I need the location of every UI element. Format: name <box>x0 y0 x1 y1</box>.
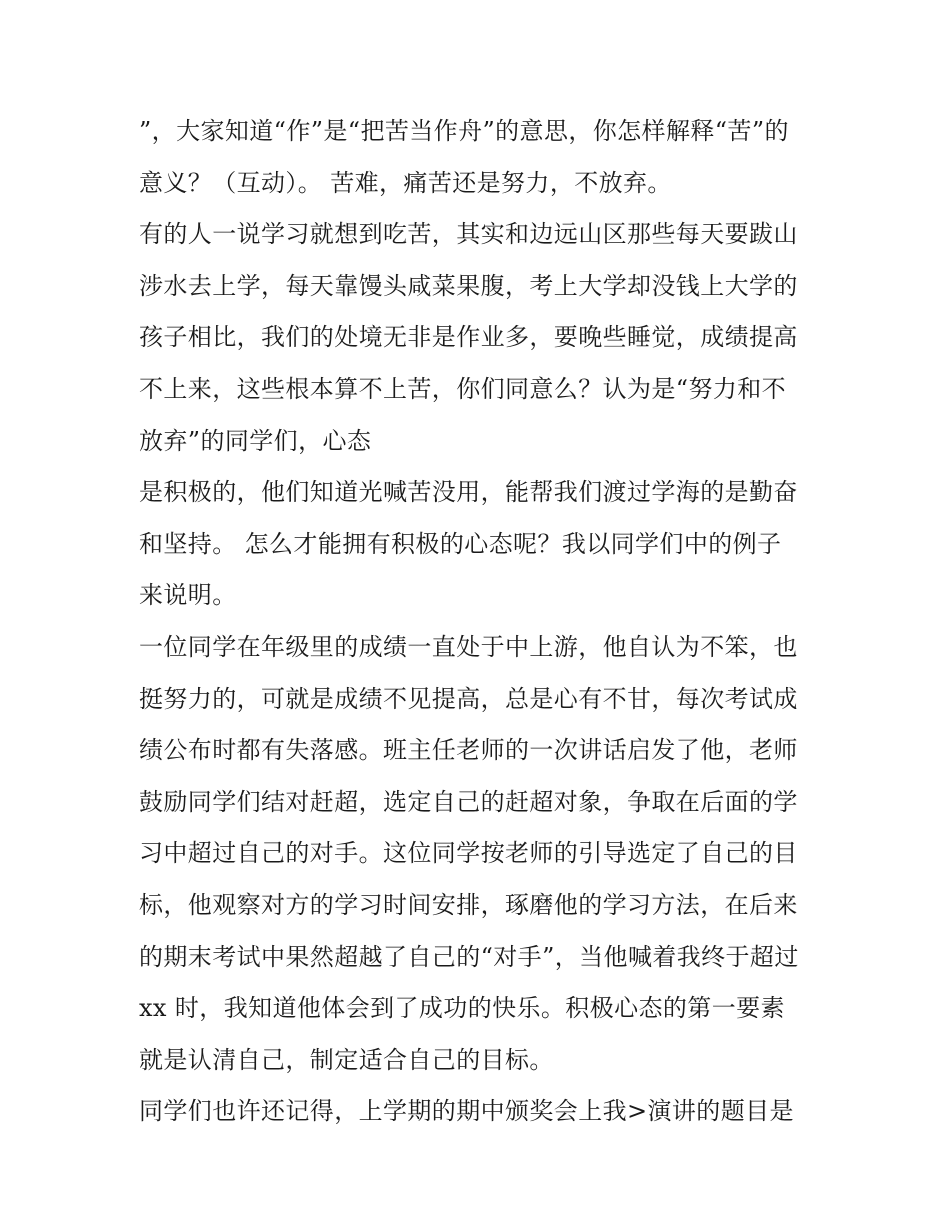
text-line: 孩子相比，我们的处境无非是作业多，要晚些睡觉，成绩提高 <box>139 323 798 352</box>
text-line: 绩公布时都有失落感。班主任老师的一次讲话启发了他，老师 <box>139 736 798 765</box>
text-line: 一位同学在年级里的成绩一直处于中上游，他自认为不笨，也 <box>139 632 798 661</box>
text-line: xx 时，我知道他体会到了成功的快乐。积极心态的第一要素 <box>139 994 785 1023</box>
text-line: 挺努力的，可就是成绩不见提高，总是心有不甘，每次考试成 <box>139 684 798 713</box>
document-body <box>139 106 819 1138</box>
text-line: ”，大家知道“作”是“把苦当作舟”的意思，你怎样解释“苦”的 <box>139 117 789 145</box>
text-line: 同学们也许还记得，上学期的期中颁奖会上我>演讲的题目是 <box>139 1097 794 1126</box>
text-line: 和坚持。 怎么才能拥有积极的心态呢？我以同学们中的例子 <box>139 529 782 558</box>
text-line: 鼓励同学们结对赶超，选定自己的赶超对象，争取在后面的学 <box>139 787 798 816</box>
text-line: 放弃”的同学们，心态 <box>139 426 372 455</box>
text-line: 来说明。 <box>139 581 237 610</box>
text-line: 涉水去上学，每天靠馒头咸菜果腹，考上大学却没钱上大学的 <box>139 271 798 300</box>
text-line: 有的人一说学习就想到吃苦，其实和边远山区那些每天要跋山 <box>139 220 798 249</box>
text-line: 标，他观察对方的学习时间安排，琢磨他的学习方法，在后来 <box>139 890 798 919</box>
text-line: 就是认清自己，制定适合自己的目标。 <box>139 1045 554 1074</box>
text-line: 意义？（互动）。 苦难，痛苦还是努力，不放弃。 <box>139 168 672 197</box>
text-line: 是积极的，他们知道光喊苦没用，能帮我们渡过学海的是勤奋 <box>139 478 798 507</box>
text-line: 的期末考试中果然超越了自己的“对手”，当他喊着我终于超过 <box>139 942 799 971</box>
text-line: 习中超过自己的对手。这位同学按老师的引导选定了自己的目 <box>139 839 798 868</box>
text-line: 不上来，这些根本算不上苦，你们同意么？认为是“努力和不 <box>139 374 787 403</box>
